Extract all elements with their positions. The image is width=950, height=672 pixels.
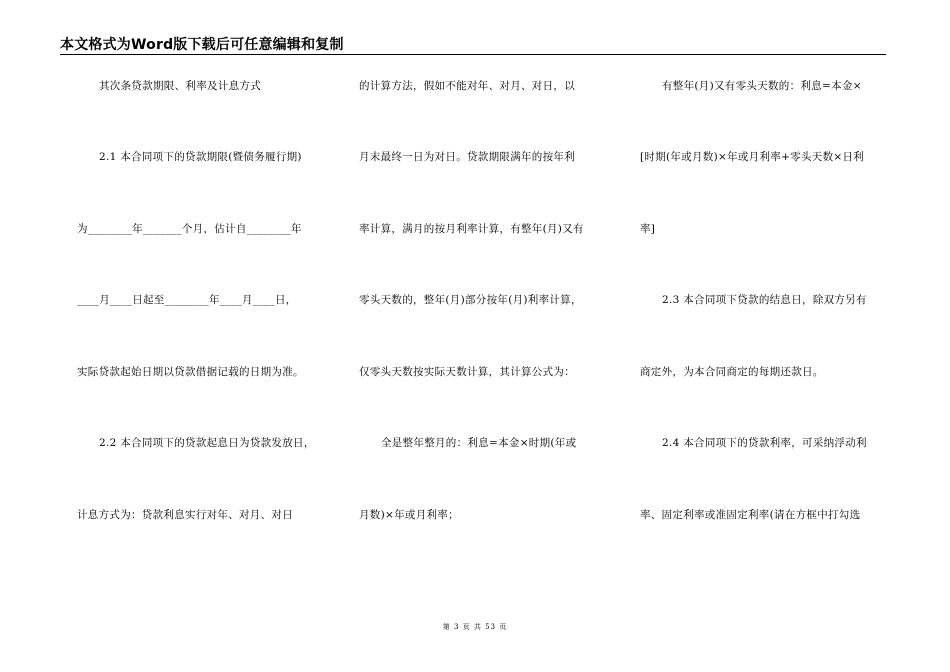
text-line: 月末最终一日为对日。贷款期限满年的按年利 bbox=[359, 151, 575, 164]
text-line: 率] bbox=[640, 222, 656, 235]
text-line: 零头天数的，整年(月)部分按年(月)利率计算， bbox=[359, 294, 582, 307]
text-line: ____月____日起至________年____月____日， bbox=[77, 294, 297, 307]
text-line: 率计算，满月的按月利率计算，有整年(月)又有 bbox=[359, 222, 584, 235]
page-number: 第 3 页 共 53 页 bbox=[442, 623, 508, 631]
text-line: 月数)×年或月利率； bbox=[359, 508, 459, 521]
text-line: 商定外，为本合同商定的每期还款日。 bbox=[640, 365, 824, 378]
text-column-2 bbox=[359, 70, 614, 570]
header-divider bbox=[60, 54, 886, 55]
document-header-title: 本文格式为Word版下载后可任意编辑和复制 bbox=[60, 37, 344, 53]
text-column-3 bbox=[640, 70, 890, 570]
text-line: 为________年_______个月，估计自________年 bbox=[77, 222, 302, 235]
text-line: 其次条贷款期限、利率及计息方式 bbox=[99, 80, 261, 92]
text-line: 有整年(月)又有零头天数的：利息=本金× bbox=[662, 80, 862, 92]
text-line: 2.3 本合同项下贷款的结息日，除双方另有 bbox=[662, 294, 867, 307]
text-line: 实际贷款起始日期以贷款借据记载的日期为准。 bbox=[77, 365, 304, 378]
text-column-1 bbox=[77, 70, 332, 570]
text-line: 的计算方法，假如不能对年、对月、对日，以 bbox=[359, 80, 575, 92]
text-line: 全是整年整月的：利息=本金×时期(年或 bbox=[381, 437, 577, 450]
text-line: 2.4 本合同项下的贷款利率，可采纳浮动利 bbox=[662, 437, 867, 450]
text-line: 2.2 本合同项下的贷款起息日为贷款发放日， bbox=[99, 437, 315, 450]
text-line: 仅零头天数按实际天数计算，其计算公式为： bbox=[359, 365, 575, 378]
text-line: 计息方式为：贷款利息实行对年、对月、对日 bbox=[77, 508, 293, 521]
text-line: 率、固定利率或准固定利率(请在方框中打勾选 bbox=[640, 508, 861, 521]
text-line: [时期(年或月数)×年或月利率+零头天数×日利 bbox=[640, 151, 865, 164]
text-line: 2.1 本合同项下的贷款期限(暨债务履行期) bbox=[99, 151, 302, 164]
